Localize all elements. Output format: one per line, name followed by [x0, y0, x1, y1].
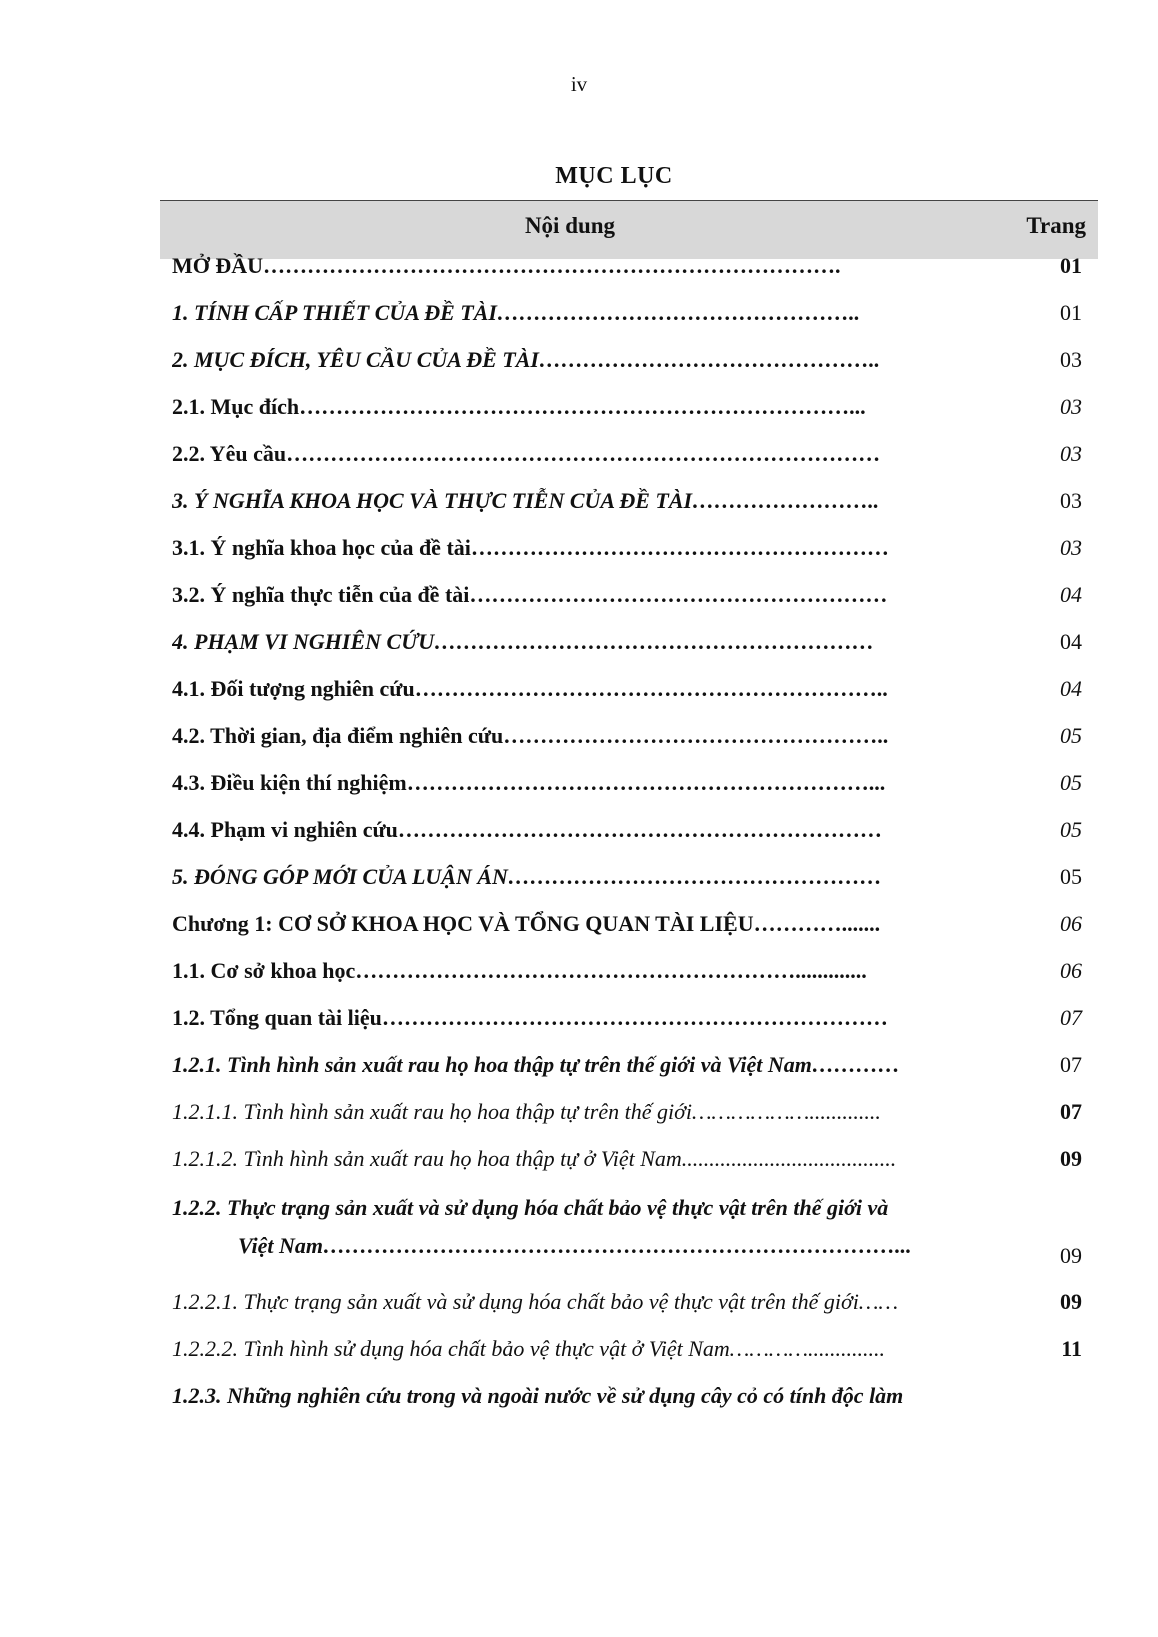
toc-entry-label-continued: Việt Nam……………………………………………………………………... [238, 1233, 912, 1258]
toc-entry[interactable] [172, 1376, 1082, 1416]
toc-entry-label: 4.3. Điều kiện thí nghiệm………………………………………………………... [172, 770, 886, 795]
toc-entry[interactable] [172, 340, 1082, 380]
toc-entry-label: MỞ ĐẦU……………………………………………………………………. [172, 253, 841, 278]
toc-entry-label: 1.1. Cơ sở khoa học……………………………………………………............. [172, 958, 867, 983]
toc-entry-page: 07 [1060, 1005, 1082, 1030]
toc-entry[interactable] [172, 1188, 1082, 1278]
toc-entry-label: 2.2. Yêu cầu……………………………………………………………………… [172, 441, 881, 466]
page-number: iv [570, 72, 588, 96]
toc-entry-page: 11 [1061, 1336, 1082, 1361]
toc-entry-page: 01 [1060, 253, 1082, 278]
toc-entry-label: 1.2.2.2. Tình hình sử dụng hóa chất bảo vệ thực vật ở Việt Nam………….............. [172, 1336, 886, 1361]
toc-entry[interactable] [172, 387, 1082, 427]
toc-entry-label: 1.2.1.2. Tình hình sản xuất rau họ hoa thập tự ở Việt Nam....................................... [172, 1146, 897, 1171]
toc-entry-label: 1.2.2.1. Thực trạng sản xuất và sử dụng hóa chất bảo vệ thực vật trên thế giới…… [172, 1289, 898, 1314]
toc-entry-page: 05 [1060, 864, 1082, 889]
toc-entry-page: 03 [1060, 488, 1082, 513]
toc-entry[interactable] [172, 481, 1082, 521]
toc-title: MỤC LỤC [555, 163, 673, 189]
toc-entry-page: 07 [1060, 1052, 1082, 1077]
toc-entry-page: 04 [1060, 676, 1082, 701]
toc-entry[interactable] [172, 810, 1082, 850]
toc-entry-page: 03 [1060, 394, 1082, 419]
toc-entry[interactable] [172, 1045, 1082, 1085]
toc-entry[interactable] [172, 951, 1082, 991]
toc-entry-label: 4.4. Phạm vi nghiên cứu………………………………………………………… [172, 817, 882, 842]
toc-entry-page: 01 [1060, 300, 1082, 325]
toc-entry-page: 04 [1060, 582, 1082, 607]
toc-entry[interactable] [172, 434, 1082, 474]
toc-entry[interactable] [172, 998, 1082, 1038]
toc-entry-page: 03 [1060, 347, 1082, 372]
toc-entry[interactable] [172, 293, 1082, 333]
toc-entry[interactable] [172, 1282, 1082, 1322]
header-content: Nội dung [524, 213, 616, 238]
toc-entry-page: 05 [1060, 723, 1082, 748]
toc-entry-label: 1.2.1. Tình hình sản xuất rau họ hoa thập tự trên thế giới và Việt Nam………… [172, 1052, 900, 1077]
toc-entry-label: 2.1. Mục đích…………………………………………………………………... [172, 394, 866, 419]
toc-entry-label: 1.2. Tổng quan tài liệu…………………………………………………………… [172, 1005, 888, 1030]
toc-entry-label: 4.1. Đối tượng nghiên cứu……………………………………………………….. [172, 676, 888, 701]
toc-entry-label: 4.2. Thời gian, địa điểm nghiên cứu…………………………………………….. [172, 723, 889, 748]
toc-entry-label: 3.2. Ý nghĩa thực tiễn của đề tài………………………………………………… [172, 582, 888, 607]
toc-entry-page: 09 [1060, 1243, 1082, 1268]
toc-entry-page: 03 [1060, 441, 1082, 466]
toc-entry-label: 4. PHẠM VI NGHIÊN CỨU…………………………………………………… [172, 629, 875, 654]
toc-entry[interactable] [172, 622, 1082, 662]
toc-entry-label: 3.1. Ý nghĩa khoa học của đề tài………………………………………………… [172, 535, 889, 560]
toc-entry-label: 5. ĐÓNG GÓP MỚI CỦA LUẬN ÁN…………………………………………… [172, 864, 882, 889]
toc-entry[interactable] [172, 763, 1082, 803]
toc-entry-label: 2. MỤC ĐÍCH, YÊU CẦU CỦA ĐỀ TÀI……………………………………….. [172, 347, 880, 372]
toc-entry-label: Chương 1: CƠ SỞ KHOA HỌC VÀ TỔNG QUAN TÀI LIỆU…………....... [172, 911, 881, 936]
toc-entry[interactable] [172, 246, 1082, 286]
toc-entry-page: 09 [1060, 1146, 1082, 1171]
toc-entry-page: 07 [1060, 1099, 1082, 1124]
toc-entry-page: 06 [1060, 958, 1082, 983]
toc-entry[interactable] [172, 716, 1082, 756]
toc-entry-page: 06 [1060, 911, 1082, 936]
toc-entry[interactable] [172, 669, 1082, 709]
toc-entry-label: 1.2.1.1. Tình hình sản xuất rau họ hoa thập tự trên thế giới………………............. [172, 1099, 881, 1124]
toc-entry-label: 1. TÍNH CẤP THIẾT CỦA ĐỀ TÀI………………………………………….. [172, 300, 860, 325]
toc-entry[interactable] [172, 1092, 1082, 1132]
toc-entry[interactable] [172, 857, 1082, 897]
header-page: Trang [1026, 213, 1086, 238]
toc-entry-page: 04 [1060, 629, 1082, 654]
toc-entry[interactable] [172, 575, 1082, 615]
toc-entry[interactable] [172, 904, 1082, 944]
toc-entry[interactable] [172, 1139, 1082, 1179]
toc-entry[interactable] [172, 528, 1082, 568]
toc-entry[interactable] [172, 1329, 1082, 1369]
toc-entry-page: 05 [1060, 817, 1082, 842]
toc-entry-label: 3. Ý NGHĨA KHOA HỌC VÀ THỰC TIỄN CỦA ĐỀ TÀI…………………….. [172, 488, 880, 513]
toc-entry-label: 1.2.3. Những nghiên cứu trong và ngoài nước về sử dụng cây cỏ có tính độc làm [172, 1383, 904, 1408]
toc-entry-label: 1.2.2. Thực trạng sản xuất và sử dụng hóa chất bảo vệ thực vật trên thế giới và [172, 1195, 889, 1220]
toc-entry-page: 09 [1060, 1289, 1082, 1314]
toc-entry-page: 05 [1060, 770, 1082, 795]
toc-entry-page: 03 [1060, 535, 1082, 560]
